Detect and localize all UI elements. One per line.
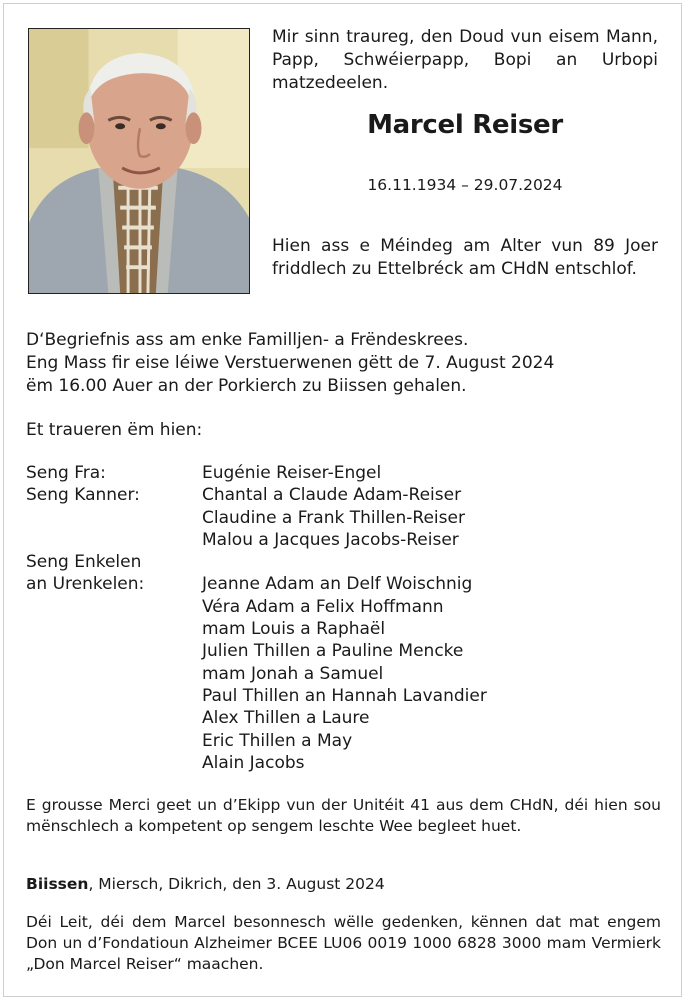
funeral-line: Eng Mass fir eise léiwe Verstuerwenen gëtt de 7. August 2024 [26, 353, 555, 373]
mourner-name: mam Louis a Raphaël [202, 619, 386, 640]
intro-text: Mir sinn traureg, den Doud vun eisem Mann, Papp, Schwéierpapp, Bopi an Urbopi matzedeelen. [272, 27, 658, 93]
mourner-name: Eugénie Reiser-Engel [202, 463, 382, 483]
funeral-line: ëm 16.00 Auer an der Porkierch zu Biissen gehalen. [26, 376, 467, 396]
donation-text: Déi Leit, déi dem Marcel besonnesch wëlle gedenken, kënnen dat mat engem Don un d’Fondatioun Alzheimer BCEE LU06 0019 1000 6828 3000 mam Vermierk „Don Marcel Reiser“ maachen. [26, 913, 661, 973]
mourner-label: Seng Kanner: [26, 485, 140, 506]
mourner-name: Véra Adam a Felix Hoffmann [202, 596, 444, 617]
mourner-name: Jeanne Adam an Delf Woischnig [202, 574, 473, 595]
portrait-photo [28, 28, 250, 294]
mourner-name: mam Jonah a Samuel [202, 663, 384, 684]
mourner-group-children [26, 484, 666, 551]
mourners-intro: Et traueren ëm hien: [26, 420, 203, 440]
mourner-name: Eric Thillen a May [202, 730, 353, 751]
mourner-label: Seng Fra: [26, 463, 106, 483]
mourner-name: Paul Thillen an Hannah Lavandier [202, 685, 487, 706]
deceased-name: Marcel Reiser [367, 110, 563, 140]
mourner-name [202, 551, 666, 573]
mourner-name: Alex Thillen a Laure [202, 708, 370, 729]
mourner-name: Malou a Jacques Jacobs-Reiser [202, 529, 459, 550]
mourners-list [26, 462, 666, 774]
mourner-group-wife [26, 462, 666, 484]
mourner-name: Julien Thillen a Pauline Mencke [202, 641, 464, 662]
mourner-name: Chantal a Claude Adam-Reiser [202, 485, 462, 506]
death-text: Hien ass e Méindeg am Alter vun 89 Joer friddlech zu Ettelbréck am CHdN entschlof. [272, 236, 658, 279]
mourner-name: Alain Jacobs [202, 752, 305, 773]
mourner-label-2: an Urenkelen: [26, 574, 145, 595]
mourner-name: Claudine a Frank Thillen-Reiser [202, 507, 465, 528]
place-rest: , Miersch, Dikrich, den 3. August 2024 [88, 875, 385, 893]
place-bold: Biissen [26, 875, 89, 893]
place-date [26, 874, 385, 895]
funeral-info [26, 329, 666, 398]
life-dates: 16.11.1934 – 29.07.2024 [367, 176, 563, 194]
mourner-group-grandchildren [26, 551, 666, 774]
thanks-text: E grousse Merci geet un d’Ekipp vun der Unitéit 41 aus dem CHdN, déi hien sou mënschlech a kompetent op sengem leschte Wee begleet huet. [26, 796, 661, 835]
mourner-label: Seng Enkelen [26, 552, 142, 573]
funeral-line: D‘Begriefnis ass am enke Familljen- a Frëndeskrees. [26, 330, 469, 350]
